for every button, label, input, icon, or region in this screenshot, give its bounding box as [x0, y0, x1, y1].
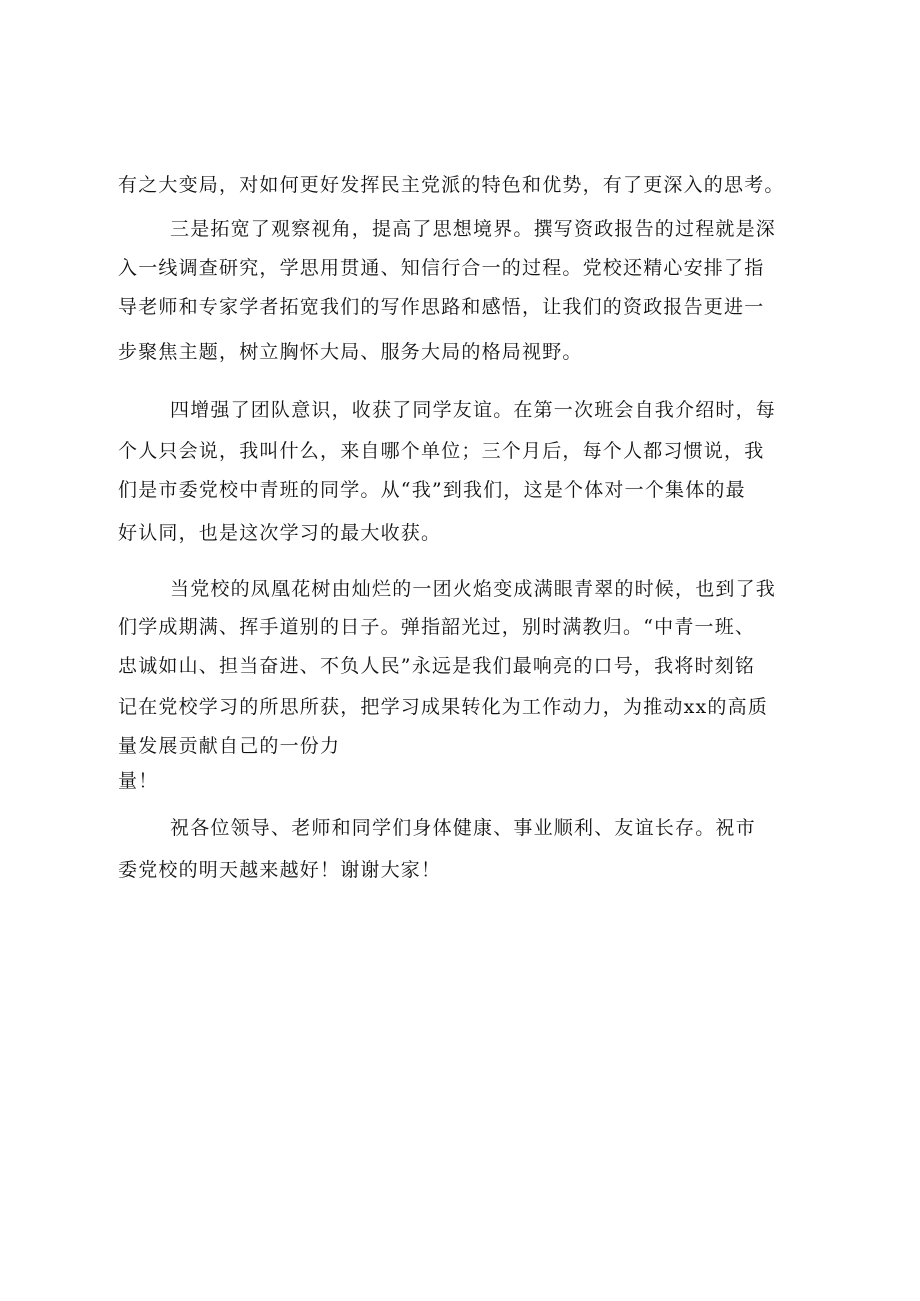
text-line: 好认同，也是这次学习的最大收获。 — [118, 522, 442, 544]
text-line: 记在党校学习的所思所获，把学习成果转化为工作动力，为推动xx的高质 — [118, 696, 769, 718]
text-line: 步聚焦主题，树立胸怀大局、服务大局的格局视野。 — [118, 341, 583, 363]
text-line: 委党校的明天越来越好！谢谢大家！ — [118, 859, 442, 881]
text-line: 祝各位领导、老师和同学们身体健康、事业顺利、友谊长存。祝市 — [170, 817, 756, 839]
text-line: 们是市委党校中青班的同学。从“我”到我们，这是个体对一个集体的最 — [118, 479, 746, 501]
text-line: 个人只会说，我叫什么，来自哪个单位；三个月后，每个人都习惯说，我 — [118, 440, 765, 462]
text-line: 量！ — [118, 770, 159, 792]
text-line: 入一线调查研究，学思用贯通、知信行合一的过程。党校还精心安排了指 — [118, 257, 765, 279]
text-line: 量发展贡献自己的一份力 — [118, 735, 341, 757]
text-line: 三是拓宽了观察视角，提高了思想境界。撰写资政报告的过程就是深 — [170, 218, 777, 240]
text-line: 四增强了团队意识，收获了同学友谊。在第一次班会自我介绍时，每 — [170, 399, 777, 421]
text-line: 们学成期满、挥手道别的日子。弹指韶光过，别时满教归。“中青一班、 — [118, 616, 756, 638]
text-line: 当党校的凤凰花树由灿烂的一团火焰变成满眼青翠的时候，也到了我 — [170, 578, 777, 600]
text-line: 忠诚如山、担当奋进、不负人民”永远是我们最响亮的口号，我将时刻铭 — [118, 655, 756, 677]
text-line: 有之大变局，对如何更好发挥民主党派的特色和优势，有了更深入的思考。 — [118, 174, 785, 196]
text-line: 导老师和专家学者拓宽我们的写作思路和感悟，让我们的资政报告更进一 — [118, 296, 765, 318]
